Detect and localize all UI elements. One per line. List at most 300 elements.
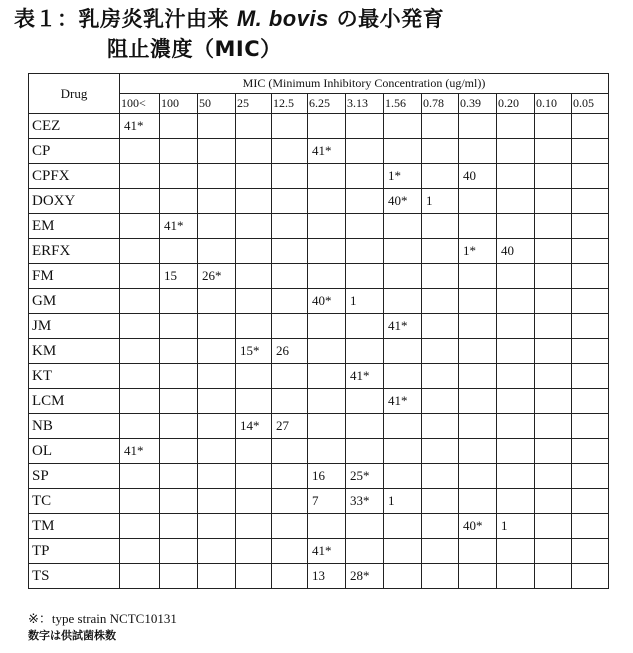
mic-value-cell: 41* [160, 214, 198, 239]
mic-value-cell [308, 339, 346, 364]
mic-value-cell [572, 514, 609, 539]
mic-value-cell [198, 289, 236, 314]
mic-value-cell: 40* [308, 289, 346, 314]
mic-value-cell [497, 214, 535, 239]
mic-value-cell [422, 289, 459, 314]
mic-value-cell [198, 364, 236, 389]
mic-value-cell [535, 389, 572, 414]
mic-value-cell [160, 239, 198, 264]
mic-value-cell [497, 464, 535, 489]
mic-value-cell [160, 439, 198, 464]
mic-value-cell: 1 [497, 514, 535, 539]
mic-value-cell [272, 539, 308, 564]
mic-value-cell [535, 289, 572, 314]
mic-value-cell [272, 564, 308, 589]
mic-value-cell [198, 489, 236, 514]
title-line-2: 阻止濃度（MIC） [107, 37, 282, 61]
concentration-header: 12.5 [272, 94, 308, 114]
mic-value-cell [160, 489, 198, 514]
table-row [29, 264, 609, 289]
title-line-1 [14, 4, 444, 34]
mic-value-cell [384, 264, 422, 289]
drug-name-cell: FM [29, 264, 120, 289]
mic-value-cell [120, 264, 160, 289]
mic-value-cell [384, 289, 422, 314]
mic-value-cell [572, 189, 609, 214]
mic-value-cell [384, 414, 422, 439]
mic-value-cell [120, 239, 160, 264]
mic-value-cell [272, 314, 308, 339]
concentration-header: 0.20 [497, 94, 535, 114]
drug-name-cell: TM [29, 514, 120, 539]
mic-value-cell [346, 139, 384, 164]
mic-value-cell [160, 539, 198, 564]
mic-value-cell [120, 564, 160, 589]
drug-name-cell: GM [29, 289, 120, 314]
mic-value-cell [198, 239, 236, 264]
mic-value-cell [272, 164, 308, 189]
mic-value-cell [308, 439, 346, 464]
mic-value-cell [535, 164, 572, 189]
mic-value-cell: 7 [308, 489, 346, 514]
mic-value-cell [535, 214, 572, 239]
mic-value-cell [535, 339, 572, 364]
mic-value-cell [535, 564, 572, 589]
mic-value-cell [308, 239, 346, 264]
mic-value-cell [198, 114, 236, 139]
mic-value-cell [346, 189, 384, 214]
mic-value-cell [272, 114, 308, 139]
mic-value-cell [422, 264, 459, 289]
table-row [29, 314, 609, 339]
mic-value-cell [198, 214, 236, 239]
mic-table [28, 73, 609, 589]
table-row [29, 364, 609, 389]
mic-value-cell [497, 489, 535, 514]
mic-value-cell: 13 [308, 564, 346, 589]
mic-value-cell [346, 264, 384, 289]
mic-value-cell: 40* [459, 514, 497, 539]
mic-value-cell [346, 539, 384, 564]
drug-name-cell: NB [29, 414, 120, 439]
drug-name-cell: ERFX [29, 239, 120, 264]
mic-value-cell [459, 439, 497, 464]
mic-value-cell [198, 439, 236, 464]
mic-value-cell [346, 389, 384, 414]
mic-value-cell [120, 339, 160, 364]
table-row [29, 214, 609, 239]
concentration-header: 1.56 [384, 94, 422, 114]
mic-value-cell [346, 214, 384, 239]
drug-name-cell: EM [29, 214, 120, 239]
concentration-header: 50 [198, 94, 236, 114]
mic-value-cell [497, 164, 535, 189]
mic-value-cell [572, 489, 609, 514]
mic-value-cell [308, 164, 346, 189]
mic-value-cell [422, 214, 459, 239]
mic-value-cell [572, 439, 609, 464]
mic-value-cell [497, 414, 535, 439]
mic-value-cell [459, 464, 497, 489]
mic-value-cell [346, 439, 384, 464]
mic-value-cell: 15* [236, 339, 272, 364]
mic-value-cell [160, 414, 198, 439]
mic-value-cell: 1 [422, 189, 459, 214]
mic-value-cell [236, 214, 272, 239]
mic-value-cell [236, 164, 272, 189]
mic-value-cell [236, 439, 272, 464]
table-row [29, 339, 609, 364]
mic-value-cell [308, 364, 346, 389]
mic-value-cell [198, 314, 236, 339]
mic-value-cell: 40 [497, 239, 535, 264]
mic-value-cell [272, 264, 308, 289]
mic-value-cell [535, 539, 572, 564]
mic-value-cell [572, 314, 609, 339]
mic-value-cell [497, 114, 535, 139]
mic-value-cell [198, 389, 236, 414]
mic-value-cell: 1* [384, 164, 422, 189]
mic-value-cell [572, 239, 609, 264]
mic-value-cell [198, 414, 236, 439]
drug-name-cell: TS [29, 564, 120, 589]
table-row [29, 189, 609, 214]
mic-value-cell [422, 539, 459, 564]
drug-name-cell: SP [29, 464, 120, 489]
mic-value-cell [160, 139, 198, 164]
mic-value-cell [422, 164, 459, 189]
mic-value-cell: 1 [384, 489, 422, 514]
mic-value-cell [308, 389, 346, 414]
mic-value-cell [120, 464, 160, 489]
title-suffix: の最小発育 [336, 7, 445, 31]
mic-value-cell [422, 489, 459, 514]
table-body [29, 114, 609, 589]
drug-name-cell: CP [29, 139, 120, 164]
mic-value-cell: 41* [384, 389, 422, 414]
mic-value-cell [572, 139, 609, 164]
mic-value-cell [535, 364, 572, 389]
mic-value-cell [236, 464, 272, 489]
title-organism: M. bovis [236, 6, 329, 31]
concentration-header: 3.13 [346, 94, 384, 114]
mic-value-cell [346, 164, 384, 189]
drug-name-cell: CPFX [29, 164, 120, 189]
mic-value-cell [272, 189, 308, 214]
mic-value-cell [497, 139, 535, 164]
mic-value-cell [120, 214, 160, 239]
mic-value-cell [497, 289, 535, 314]
table-row [29, 389, 609, 414]
mic-value-cell [236, 514, 272, 539]
mic-value-cell [272, 389, 308, 414]
mic-value-cell [384, 239, 422, 264]
mic-value-cell [308, 414, 346, 439]
table-row [29, 114, 609, 139]
mic-value-cell: 41* [308, 539, 346, 564]
mic-value-cell [120, 514, 160, 539]
mic-value-cell [422, 464, 459, 489]
mic-value-cell [422, 364, 459, 389]
mic-value-cell [572, 414, 609, 439]
mic-value-cell: 28* [346, 564, 384, 589]
mic-value-cell [422, 114, 459, 139]
table-row [29, 564, 609, 589]
footnote-type-strain: ※：type strain NCTC10131 [28, 611, 177, 626]
mic-value-cell [308, 514, 346, 539]
mic-value-cell: 26* [198, 264, 236, 289]
mic-value-cell [535, 264, 572, 289]
mic-value-cell [236, 489, 272, 514]
drug-name-cell: JM [29, 314, 120, 339]
concentration-header: 25 [236, 94, 272, 114]
mic-value-cell [535, 414, 572, 439]
table-row [29, 439, 609, 464]
mic-value-cell [346, 414, 384, 439]
mic-value-cell [497, 189, 535, 214]
mic-value-cell [422, 439, 459, 464]
mic-value-cell [384, 364, 422, 389]
mic-value-cell [497, 264, 535, 289]
mic-value-cell: 14* [236, 414, 272, 439]
mic-value-cell [236, 289, 272, 314]
mic-value-cell [535, 114, 572, 139]
table-row [29, 239, 609, 264]
mic-value-cell [236, 189, 272, 214]
mic-value-cell [497, 314, 535, 339]
mic-value-cell [459, 139, 497, 164]
concentration-header: 6.25 [308, 94, 346, 114]
mic-value-cell: 26 [272, 339, 308, 364]
mic-value-cell: 41* [120, 114, 160, 139]
mic-value-cell [120, 189, 160, 214]
mic-value-cell [160, 389, 198, 414]
mic-value-cell [384, 464, 422, 489]
drug-name-cell: CEZ [29, 114, 120, 139]
mic-value-cell [120, 414, 160, 439]
mic-value-cell [497, 439, 535, 464]
mic-value-cell [572, 539, 609, 564]
mic-value-cell: 15 [160, 264, 198, 289]
mic-value-cell [236, 314, 272, 339]
mic-value-cell [272, 239, 308, 264]
mic-value-cell [198, 164, 236, 189]
mic-value-cell [384, 339, 422, 364]
mic-value-cell [459, 489, 497, 514]
mic-value-cell [120, 489, 160, 514]
drug-name-cell: TP [29, 539, 120, 564]
mic-value-cell: 41* [120, 439, 160, 464]
mic-value-cell [120, 539, 160, 564]
mic-value-cell [272, 514, 308, 539]
mic-value-cell [535, 239, 572, 264]
mic-value-cell [459, 564, 497, 589]
header-row-1 [29, 74, 609, 94]
mic-value-cell [198, 189, 236, 214]
mic-value-cell [236, 239, 272, 264]
concentration-header: 0.39 [459, 94, 497, 114]
mic-value-cell [422, 139, 459, 164]
mic-value-cell: 41* [308, 139, 346, 164]
table-row [29, 289, 609, 314]
mic-value-cell [160, 289, 198, 314]
mic-value-cell [346, 314, 384, 339]
mic-value-cell [236, 539, 272, 564]
mic-value-cell [459, 214, 497, 239]
mic-value-cell [272, 139, 308, 164]
mic-value-cell [572, 214, 609, 239]
mic-value-cell [198, 464, 236, 489]
mic-value-cell [160, 364, 198, 389]
mic-value-cell [120, 289, 160, 314]
mic-value-cell [272, 364, 308, 389]
mic-value-cell [459, 414, 497, 439]
mic-value-cell [422, 514, 459, 539]
mic-value-cell [535, 439, 572, 464]
mic-value-cell [572, 164, 609, 189]
mic-value-cell [497, 339, 535, 364]
table-row [29, 539, 609, 564]
mic-value-cell [346, 114, 384, 139]
mic-column-header: MIC (Minimum Inhibitory Concentration (ug/ml)) [120, 74, 609, 94]
mic-value-cell [422, 339, 459, 364]
table-row [29, 514, 609, 539]
mic-value-cell [459, 339, 497, 364]
mic-value-cell [459, 189, 497, 214]
concentration-header: 0.10 [535, 94, 572, 114]
mic-value-cell [422, 564, 459, 589]
mic-value-cell [572, 464, 609, 489]
mic-value-cell [459, 314, 497, 339]
concentration-header: 100< [120, 94, 160, 114]
mic-value-cell [120, 364, 160, 389]
mic-value-cell [572, 364, 609, 389]
mic-value-cell [497, 564, 535, 589]
mic-value-cell [535, 139, 572, 164]
table-row [29, 414, 609, 439]
mic-value-cell [308, 114, 346, 139]
mic-value-cell [236, 114, 272, 139]
mic-value-cell [346, 514, 384, 539]
mic-value-cell [422, 239, 459, 264]
mic-value-cell [120, 314, 160, 339]
footnote [28, 610, 177, 644]
mic-value-cell [535, 489, 572, 514]
title-prefix: 表１：乳房炎乳汁由来 [14, 7, 229, 31]
mic-value-cell: 1 [346, 289, 384, 314]
mic-value-cell [422, 389, 459, 414]
mic-value-cell: 1* [459, 239, 497, 264]
mic-value-cell [497, 364, 535, 389]
mic-value-cell [384, 139, 422, 164]
mic-value-cell [272, 439, 308, 464]
mic-value-cell [422, 414, 459, 439]
table-header [29, 74, 609, 114]
drug-name-cell: KM [29, 339, 120, 364]
mic-value-cell [459, 264, 497, 289]
mic-value-cell [120, 139, 160, 164]
mic-value-cell [384, 539, 422, 564]
concentration-header: 0.05 [572, 94, 609, 114]
mic-value-cell: 33* [346, 489, 384, 514]
mic-value-cell [198, 514, 236, 539]
concentration-header: 0.78 [422, 94, 459, 114]
mic-value-cell: 41* [384, 314, 422, 339]
drug-name-cell: TC [29, 489, 120, 514]
mic-value-cell [160, 464, 198, 489]
drug-name-cell: DOXY [29, 189, 120, 214]
mic-value-cell [572, 264, 609, 289]
mic-value-cell [535, 514, 572, 539]
mic-value-cell [308, 214, 346, 239]
mic-value-cell [308, 314, 346, 339]
table-row [29, 489, 609, 514]
mic-value-cell [459, 289, 497, 314]
mic-value-cell [384, 214, 422, 239]
mic-value-cell: 41* [346, 364, 384, 389]
mic-value-cell [120, 164, 160, 189]
mic-value-cell [497, 389, 535, 414]
mic-value-cell [160, 314, 198, 339]
mic-value-cell [384, 114, 422, 139]
mic-value-cell [535, 314, 572, 339]
mic-value-cell [198, 564, 236, 589]
mic-value-cell [160, 564, 198, 589]
mic-value-cell [272, 289, 308, 314]
mic-value-cell [236, 389, 272, 414]
mic-value-cell [535, 464, 572, 489]
mic-value-cell [497, 539, 535, 564]
mic-value-cell [198, 539, 236, 564]
mic-value-cell [346, 339, 384, 364]
table-row [29, 139, 609, 164]
footnote-strain-count-note: 数字は供試菌株数 [28, 629, 116, 642]
mic-value-cell [459, 389, 497, 414]
table-row [29, 464, 609, 489]
mic-value-cell [572, 564, 609, 589]
mic-value-cell [572, 389, 609, 414]
table-title [14, 4, 444, 64]
mic-value-cell [308, 264, 346, 289]
mic-value-cell [384, 514, 422, 539]
mic-value-cell [198, 139, 236, 164]
mic-value-cell: 16 [308, 464, 346, 489]
mic-value-cell: 40* [384, 189, 422, 214]
drug-column-header: Drug [29, 74, 120, 114]
mic-value-cell [198, 339, 236, 364]
mic-value-cell [572, 339, 609, 364]
mic-value-cell [422, 314, 459, 339]
mic-value-cell [160, 514, 198, 539]
mic-value-cell [160, 114, 198, 139]
drug-name-cell: KT [29, 364, 120, 389]
mic-value-cell [120, 389, 160, 414]
mic-value-cell [236, 564, 272, 589]
mic-value-cell [236, 364, 272, 389]
mic-value-cell [459, 114, 497, 139]
mic-value-cell [535, 189, 572, 214]
mic-value-cell [160, 339, 198, 364]
mic-value-cell: 27 [272, 414, 308, 439]
mic-value-cell [384, 564, 422, 589]
mic-value-cell: 25* [346, 464, 384, 489]
table-row [29, 164, 609, 189]
mic-value-cell [308, 189, 346, 214]
mic-value-cell [384, 439, 422, 464]
mic-value-cell [459, 364, 497, 389]
drug-name-cell: OL [29, 439, 120, 464]
mic-value-cell [346, 239, 384, 264]
